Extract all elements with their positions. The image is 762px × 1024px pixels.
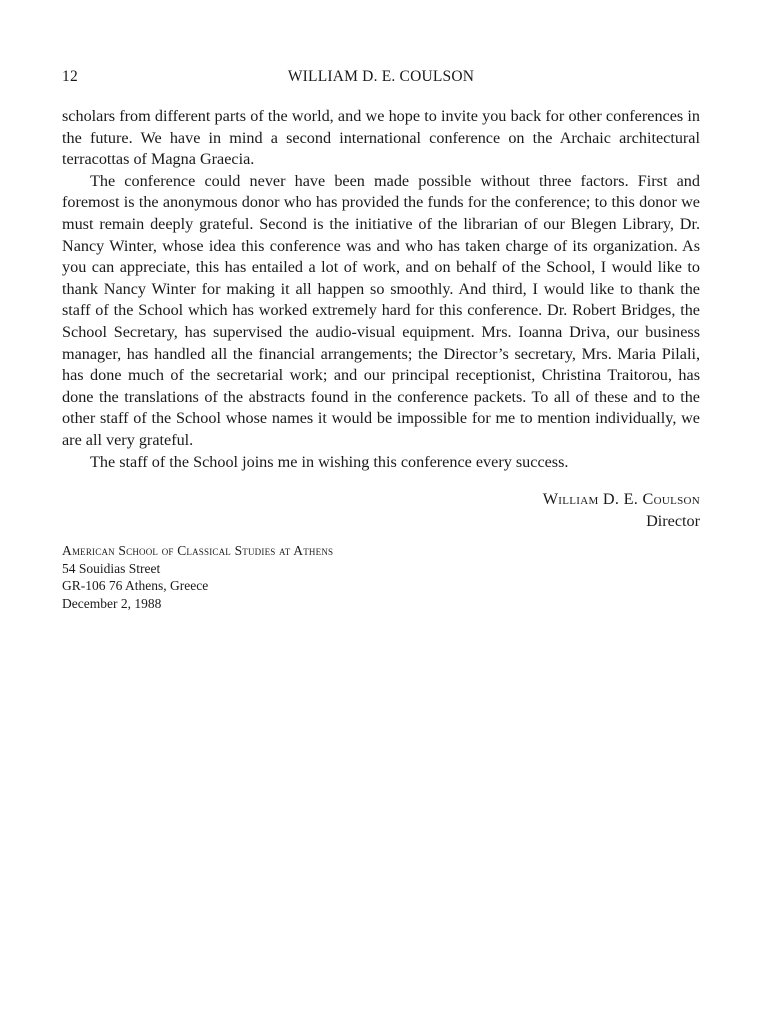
signature-block — [62, 489, 700, 532]
body-text — [62, 106, 700, 473]
paragraph-continuation: scholars from different parts of the world, and we hope to invite you back for other conferences in the future. We have in mind a second international conference on the Archaic architectural terracottas of Magna Graecia. — [62, 107, 700, 169]
signature-title: Director — [646, 511, 700, 530]
address-street: 54 Souidias Street — [62, 560, 161, 576]
address-date: December 2, 1988 — [62, 595, 162, 611]
address-block — [62, 542, 700, 612]
page — [62, 68, 700, 612]
running-head — [62, 68, 700, 90]
address-institution: American School of Classical Studies at Athens — [62, 543, 334, 559]
signature-name: William D. E. Coulson — [542, 490, 700, 509]
running-title: WILLIAM D. E. COULSON — [287, 68, 475, 85]
page-number: 12 — [62, 68, 78, 85]
address-city: GR-106 76 Athens, Greece — [62, 578, 209, 594]
paragraph-closing: The staff of the School joins me in wishing this conference every success. — [90, 452, 569, 471]
paragraph-acknowledgements: The conference could never have been made possible without three factors. First and foremost is the anonymous donor who has provided the funds for the conference; to this donor we must remain deeply grateful. Second is the initiative of the librarian of our Blegen Library, Dr. Nancy Winter, whose idea this conference was and who has taken charge of its organization. As you can appreciate, this has entailed a lot of work, and on behalf of the School, I would like to thank Nancy Winter for making it all happen so smoothly. And third, I would like to thank the staff of the School which has worked extremely hard for this conference. Dr. Robert Bridges, the School Secretary, has supervised the audio-visual equipment. Mrs. Ioanna Driva, our business manager, has handled all the financial arrangements; the Director’s secretary, Mrs. Maria Pilali, has done much of the secretarial work; and our principal receptionist, Christina Traitorou, has done the translations of the abstracts found in the conference packets. To all of these and to the other staff of the School whose names it would be impossible for me to mention individually, we are all very grateful. — [62, 171, 700, 449]
